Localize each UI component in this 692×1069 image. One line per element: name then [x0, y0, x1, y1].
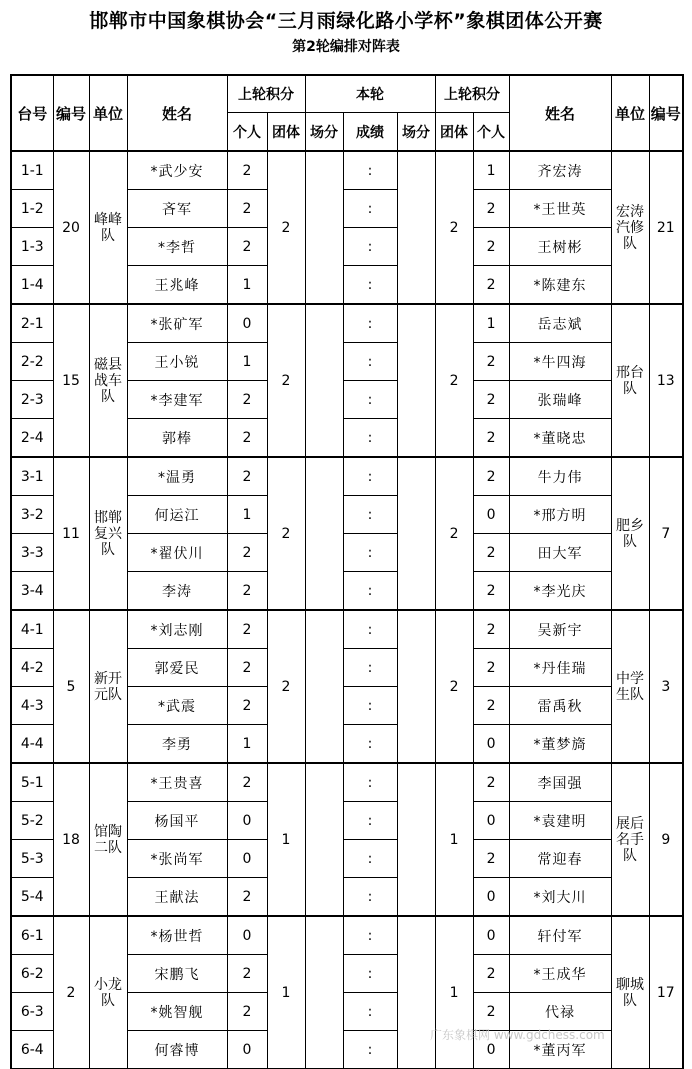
- table-row: [11, 304, 683, 343]
- individual-score-right: 2: [473, 572, 509, 611]
- board-number: 1-3: [11, 228, 53, 266]
- result-cell[interactable]: :: [343, 266, 397, 305]
- header-team-right: 团体: [435, 113, 473, 152]
- player-name-left: 王小锐: [127, 343, 227, 381]
- result-cell[interactable]: :: [343, 649, 397, 687]
- individual-score-left: 2: [227, 419, 267, 458]
- result-cell[interactable]: :: [343, 916, 397, 955]
- result-cell[interactable]: :: [343, 419, 397, 458]
- individual-score-right: 0: [473, 802, 509, 840]
- individual-score-left: 2: [227, 457, 267, 496]
- player-name-right: 牛力伟: [509, 457, 611, 496]
- player-name-right: *王成华: [509, 955, 611, 993]
- individual-score-left: 2: [227, 763, 267, 802]
- field-score-right-cell: [397, 457, 435, 610]
- header-prev-score-left: 上轮积分: [227, 75, 305, 113]
- individual-score-left: 0: [227, 916, 267, 955]
- board-number: 5-2: [11, 802, 53, 840]
- header-individual-right: 个人: [473, 113, 509, 152]
- team-no-right: 13: [649, 304, 683, 457]
- team-score-left: 1: [267, 763, 305, 916]
- player-name-left: 何运江: [127, 496, 227, 534]
- individual-score-right: 0: [473, 916, 509, 955]
- player-name-left: 李涛: [127, 572, 227, 611]
- player-name-right: *董丙军: [509, 1031, 611, 1069]
- board-number: 6-4: [11, 1031, 53, 1069]
- individual-score-right: 2: [473, 955, 509, 993]
- player-name-right: 吴新宇: [509, 610, 611, 649]
- individual-score-right: 0: [473, 1031, 509, 1069]
- team-unit-left: 新开元队: [89, 610, 127, 763]
- individual-score-left: 2: [227, 878, 267, 917]
- table-row: [11, 916, 683, 955]
- result-cell[interactable]: :: [343, 802, 397, 840]
- player-name-left: 吝军: [127, 190, 227, 228]
- board-number: 6-1: [11, 916, 53, 955]
- individual-score-right: 2: [473, 763, 509, 802]
- board-number: 2-3: [11, 381, 53, 419]
- player-name-right: 轩付军: [509, 916, 611, 955]
- team-score-right: 2: [435, 151, 473, 304]
- individual-score-right: 2: [473, 266, 509, 305]
- individual-score-right: 0: [473, 496, 509, 534]
- individual-score-left: 2: [227, 955, 267, 993]
- player-name-right: 田大军: [509, 534, 611, 572]
- player-name-right: *邢方明: [509, 496, 611, 534]
- board-number: 3-2: [11, 496, 53, 534]
- result-cell[interactable]: :: [343, 878, 397, 917]
- table-row: [11, 610, 683, 649]
- player-name-right: *袁建明: [509, 802, 611, 840]
- team-no-left: 20: [53, 151, 89, 304]
- board-number: 3-1: [11, 457, 53, 496]
- individual-score-left: 0: [227, 840, 267, 878]
- player-name-left: *张尚军: [127, 840, 227, 878]
- individual-score-left: 2: [227, 687, 267, 725]
- player-name-right: 代禄: [509, 993, 611, 1031]
- individual-score-left: 1: [227, 725, 267, 764]
- individual-score-left: 1: [227, 266, 267, 305]
- result-cell[interactable]: :: [343, 763, 397, 802]
- player-name-left: 王献法: [127, 878, 227, 917]
- team-no-left: 18: [53, 763, 89, 916]
- player-name-right: *丹佳瑞: [509, 649, 611, 687]
- field-score-right-cell: [397, 916, 435, 1069]
- individual-score-right: 2: [473, 190, 509, 228]
- team-score-left: 2: [267, 457, 305, 610]
- header-unit-right: 单位: [611, 75, 649, 151]
- team-no-right: 17: [649, 916, 683, 1069]
- team-score-right: 1: [435, 763, 473, 916]
- player-name-left: 王兆峰: [127, 266, 227, 305]
- board-number: 1-2: [11, 190, 53, 228]
- player-name-left: *温勇: [127, 457, 227, 496]
- player-name-left: *张矿军: [127, 304, 227, 343]
- header-no-left: 编号: [53, 75, 89, 151]
- field-score-left-cell: [305, 763, 343, 916]
- player-name-left: *武震: [127, 687, 227, 725]
- team-score-left: 2: [267, 610, 305, 763]
- header-result: 成绩: [343, 113, 397, 152]
- player-name-left: *李建军: [127, 381, 227, 419]
- field-score-left-cell: [305, 457, 343, 610]
- board-number: 3-4: [11, 572, 53, 611]
- individual-score-right: 0: [473, 878, 509, 917]
- header-no-right: 编号: [649, 75, 683, 151]
- individual-score-right: 1: [473, 304, 509, 343]
- board-number: 6-2: [11, 955, 53, 993]
- board-number: 5-3: [11, 840, 53, 878]
- board-number: 2-2: [11, 343, 53, 381]
- team-score-right: 2: [435, 457, 473, 610]
- board-number: 6-3: [11, 993, 53, 1031]
- individual-score-right: 2: [473, 419, 509, 458]
- individual-score-left: 0: [227, 1031, 267, 1069]
- board-number: 2-1: [11, 304, 53, 343]
- team-score-left: 2: [267, 151, 305, 304]
- team-unit-left: 磁县战车队: [89, 304, 127, 457]
- player-name-left: *刘志刚: [127, 610, 227, 649]
- pairing-table: [10, 74, 684, 1069]
- player-name-right: *董晓忠: [509, 419, 611, 458]
- individual-score-left: 2: [227, 572, 267, 611]
- header-this-round: 本轮: [305, 75, 435, 113]
- team-score-left: 2: [267, 304, 305, 457]
- player-name-right: *牛四海: [509, 343, 611, 381]
- individual-score-right: 0: [473, 725, 509, 764]
- player-name-right: 王树彬: [509, 228, 611, 266]
- player-name-right: *陈建东: [509, 266, 611, 305]
- individual-score-right: 2: [473, 343, 509, 381]
- team-no-left: 11: [53, 457, 89, 610]
- header-prev-score-right: 上轮积分: [435, 75, 509, 113]
- team-no-right: 3: [649, 610, 683, 763]
- team-unit-left: 峰峰队: [89, 151, 127, 304]
- result-cell[interactable]: :: [343, 534, 397, 572]
- table-row: [11, 151, 683, 190]
- field-score-left-cell: [305, 916, 343, 1069]
- player-name-right: 齐宏涛: [509, 151, 611, 190]
- team-score-right: 2: [435, 610, 473, 763]
- player-name-right: *李光庆: [509, 572, 611, 611]
- player-name-right: 常迎春: [509, 840, 611, 878]
- player-name-left: 杨国平: [127, 802, 227, 840]
- board-number: 3-3: [11, 534, 53, 572]
- page-subtitle: 第2轮编排对阵表: [292, 39, 400, 55]
- team-unit-right: 聊城队: [611, 916, 649, 1069]
- field-score-right-cell: [397, 763, 435, 916]
- team-unit-right: 肥乡队: [611, 457, 649, 610]
- individual-score-left: 0: [227, 304, 267, 343]
- field-score-left-cell: [305, 151, 343, 304]
- player-name-left: *王贵喜: [127, 763, 227, 802]
- team-unit-right: 中学生队: [611, 610, 649, 763]
- player-name-right: 岳志斌: [509, 304, 611, 343]
- team-unit-left: 小龙队: [89, 916, 127, 1069]
- header-name-right: 姓名: [509, 75, 611, 151]
- board-number: 4-3: [11, 687, 53, 725]
- team-unit-left: 馆陶二队: [89, 763, 127, 916]
- individual-score-left: 2: [227, 190, 267, 228]
- player-name-left: *李哲: [127, 228, 227, 266]
- result-cell[interactable]: :: [343, 228, 397, 266]
- field-score-right-cell: [397, 151, 435, 304]
- header-team-left: 团体: [267, 113, 305, 152]
- result-cell[interactable]: :: [343, 496, 397, 534]
- header-unit-left: 单位: [89, 75, 127, 151]
- player-name-left: *翟伏川: [127, 534, 227, 572]
- board-number: 4-2: [11, 649, 53, 687]
- result-cell[interactable]: :: [343, 304, 397, 343]
- player-name-left: 李勇: [127, 725, 227, 764]
- individual-score-right: 2: [473, 610, 509, 649]
- table-row: [11, 457, 683, 496]
- player-name-left: 何睿博: [127, 1031, 227, 1069]
- header-row-1: [11, 75, 683, 113]
- team-no-left: 2: [53, 916, 89, 1069]
- individual-score-left: 2: [227, 649, 267, 687]
- individual-score-right: 2: [473, 687, 509, 725]
- team-score-right: 2: [435, 304, 473, 457]
- individual-score-left: 2: [227, 610, 267, 649]
- player-name-left: 宋鹏飞: [127, 955, 227, 993]
- field-score-left-cell: [305, 610, 343, 763]
- team-unit-right: 展后名手队: [611, 763, 649, 916]
- result-cell[interactable]: :: [343, 840, 397, 878]
- individual-score-right: 2: [473, 534, 509, 572]
- header-field-score-left: 场分: [305, 113, 343, 152]
- player-name-left: 郭爱民: [127, 649, 227, 687]
- board-number: 1-1: [11, 151, 53, 190]
- team-no-left: 15: [53, 304, 89, 457]
- individual-score-left: 1: [227, 496, 267, 534]
- individual-score-right: 2: [473, 649, 509, 687]
- team-no-left: 5: [53, 610, 89, 763]
- individual-score-left: 2: [227, 228, 267, 266]
- header-individual-left: 个人: [227, 113, 267, 152]
- individual-score-right: 2: [473, 840, 509, 878]
- watermark: 广东象棋网 www.gdchess.com: [430, 1028, 605, 1042]
- team-score-left: 1: [267, 916, 305, 1069]
- result-cell[interactable]: :: [343, 1031, 397, 1069]
- result-cell[interactable]: :: [343, 457, 397, 496]
- individual-score-left: 2: [227, 534, 267, 572]
- result-cell[interactable]: :: [343, 190, 397, 228]
- team-unit-right: 宏涛汽修队: [611, 151, 649, 304]
- team-no-right: 9: [649, 763, 683, 916]
- team-unit-left: 邯郸复兴队: [89, 457, 127, 610]
- table-row: [11, 763, 683, 802]
- team-no-right: 21: [649, 151, 683, 304]
- board-number: 4-1: [11, 610, 53, 649]
- individual-score-left: 2: [227, 993, 267, 1031]
- board-number: 4-4: [11, 725, 53, 764]
- individual-score-left: 2: [227, 151, 267, 190]
- individual-score-right: 1: [473, 151, 509, 190]
- board-number: 5-4: [11, 878, 53, 917]
- individual-score-right: 2: [473, 993, 509, 1031]
- header-name-left: 姓名: [127, 75, 227, 151]
- field-score-right-cell: [397, 610, 435, 763]
- player-name-left: *武少安: [127, 151, 227, 190]
- result-cell[interactable]: :: [343, 610, 397, 649]
- result-cell[interactable]: :: [343, 687, 397, 725]
- team-unit-right: 邢台队: [611, 304, 649, 457]
- result-cell[interactable]: :: [343, 955, 397, 993]
- individual-score-left: 1: [227, 343, 267, 381]
- field-score-left-cell: [305, 304, 343, 457]
- page-title: 邯郸市中国象棋协会“三月雨绿化路小学杯”象棋团体公开赛: [89, 10, 603, 32]
- individual-score-right: 2: [473, 381, 509, 419]
- result-cell[interactable]: :: [343, 381, 397, 419]
- player-name-right: 李国强: [509, 763, 611, 802]
- individual-score-right: 2: [473, 228, 509, 266]
- result-cell[interactable]: :: [343, 572, 397, 611]
- table-body: [11, 151, 683, 1069]
- result-cell[interactable]: :: [343, 343, 397, 381]
- team-no-right: 7: [649, 457, 683, 610]
- header-field-score-right: 场分: [397, 113, 435, 152]
- player-name-left: *姚智舰: [127, 993, 227, 1031]
- result-cell[interactable]: :: [343, 725, 397, 764]
- board-number: 1-4: [11, 266, 53, 305]
- player-name-right: 雷禹秋: [509, 687, 611, 725]
- player-name-left: 郭棒: [127, 419, 227, 458]
- individual-score-left: 0: [227, 802, 267, 840]
- player-name-right: *董梦旖: [509, 725, 611, 764]
- header-board: 台号: [11, 75, 53, 151]
- result-cell[interactable]: :: [343, 993, 397, 1031]
- player-name-right: *王世英: [509, 190, 611, 228]
- individual-score-right: 2: [473, 457, 509, 496]
- board-number: 5-1: [11, 763, 53, 802]
- result-cell[interactable]: :: [343, 151, 397, 190]
- team-score-right: 1: [435, 916, 473, 1069]
- player-name-right: 张瑞峰: [509, 381, 611, 419]
- individual-score-left: 2: [227, 381, 267, 419]
- field-score-right-cell: [397, 304, 435, 457]
- board-number: 2-4: [11, 419, 53, 458]
- player-name-right: *刘大川: [509, 878, 611, 917]
- player-name-left: *杨世哲: [127, 916, 227, 955]
